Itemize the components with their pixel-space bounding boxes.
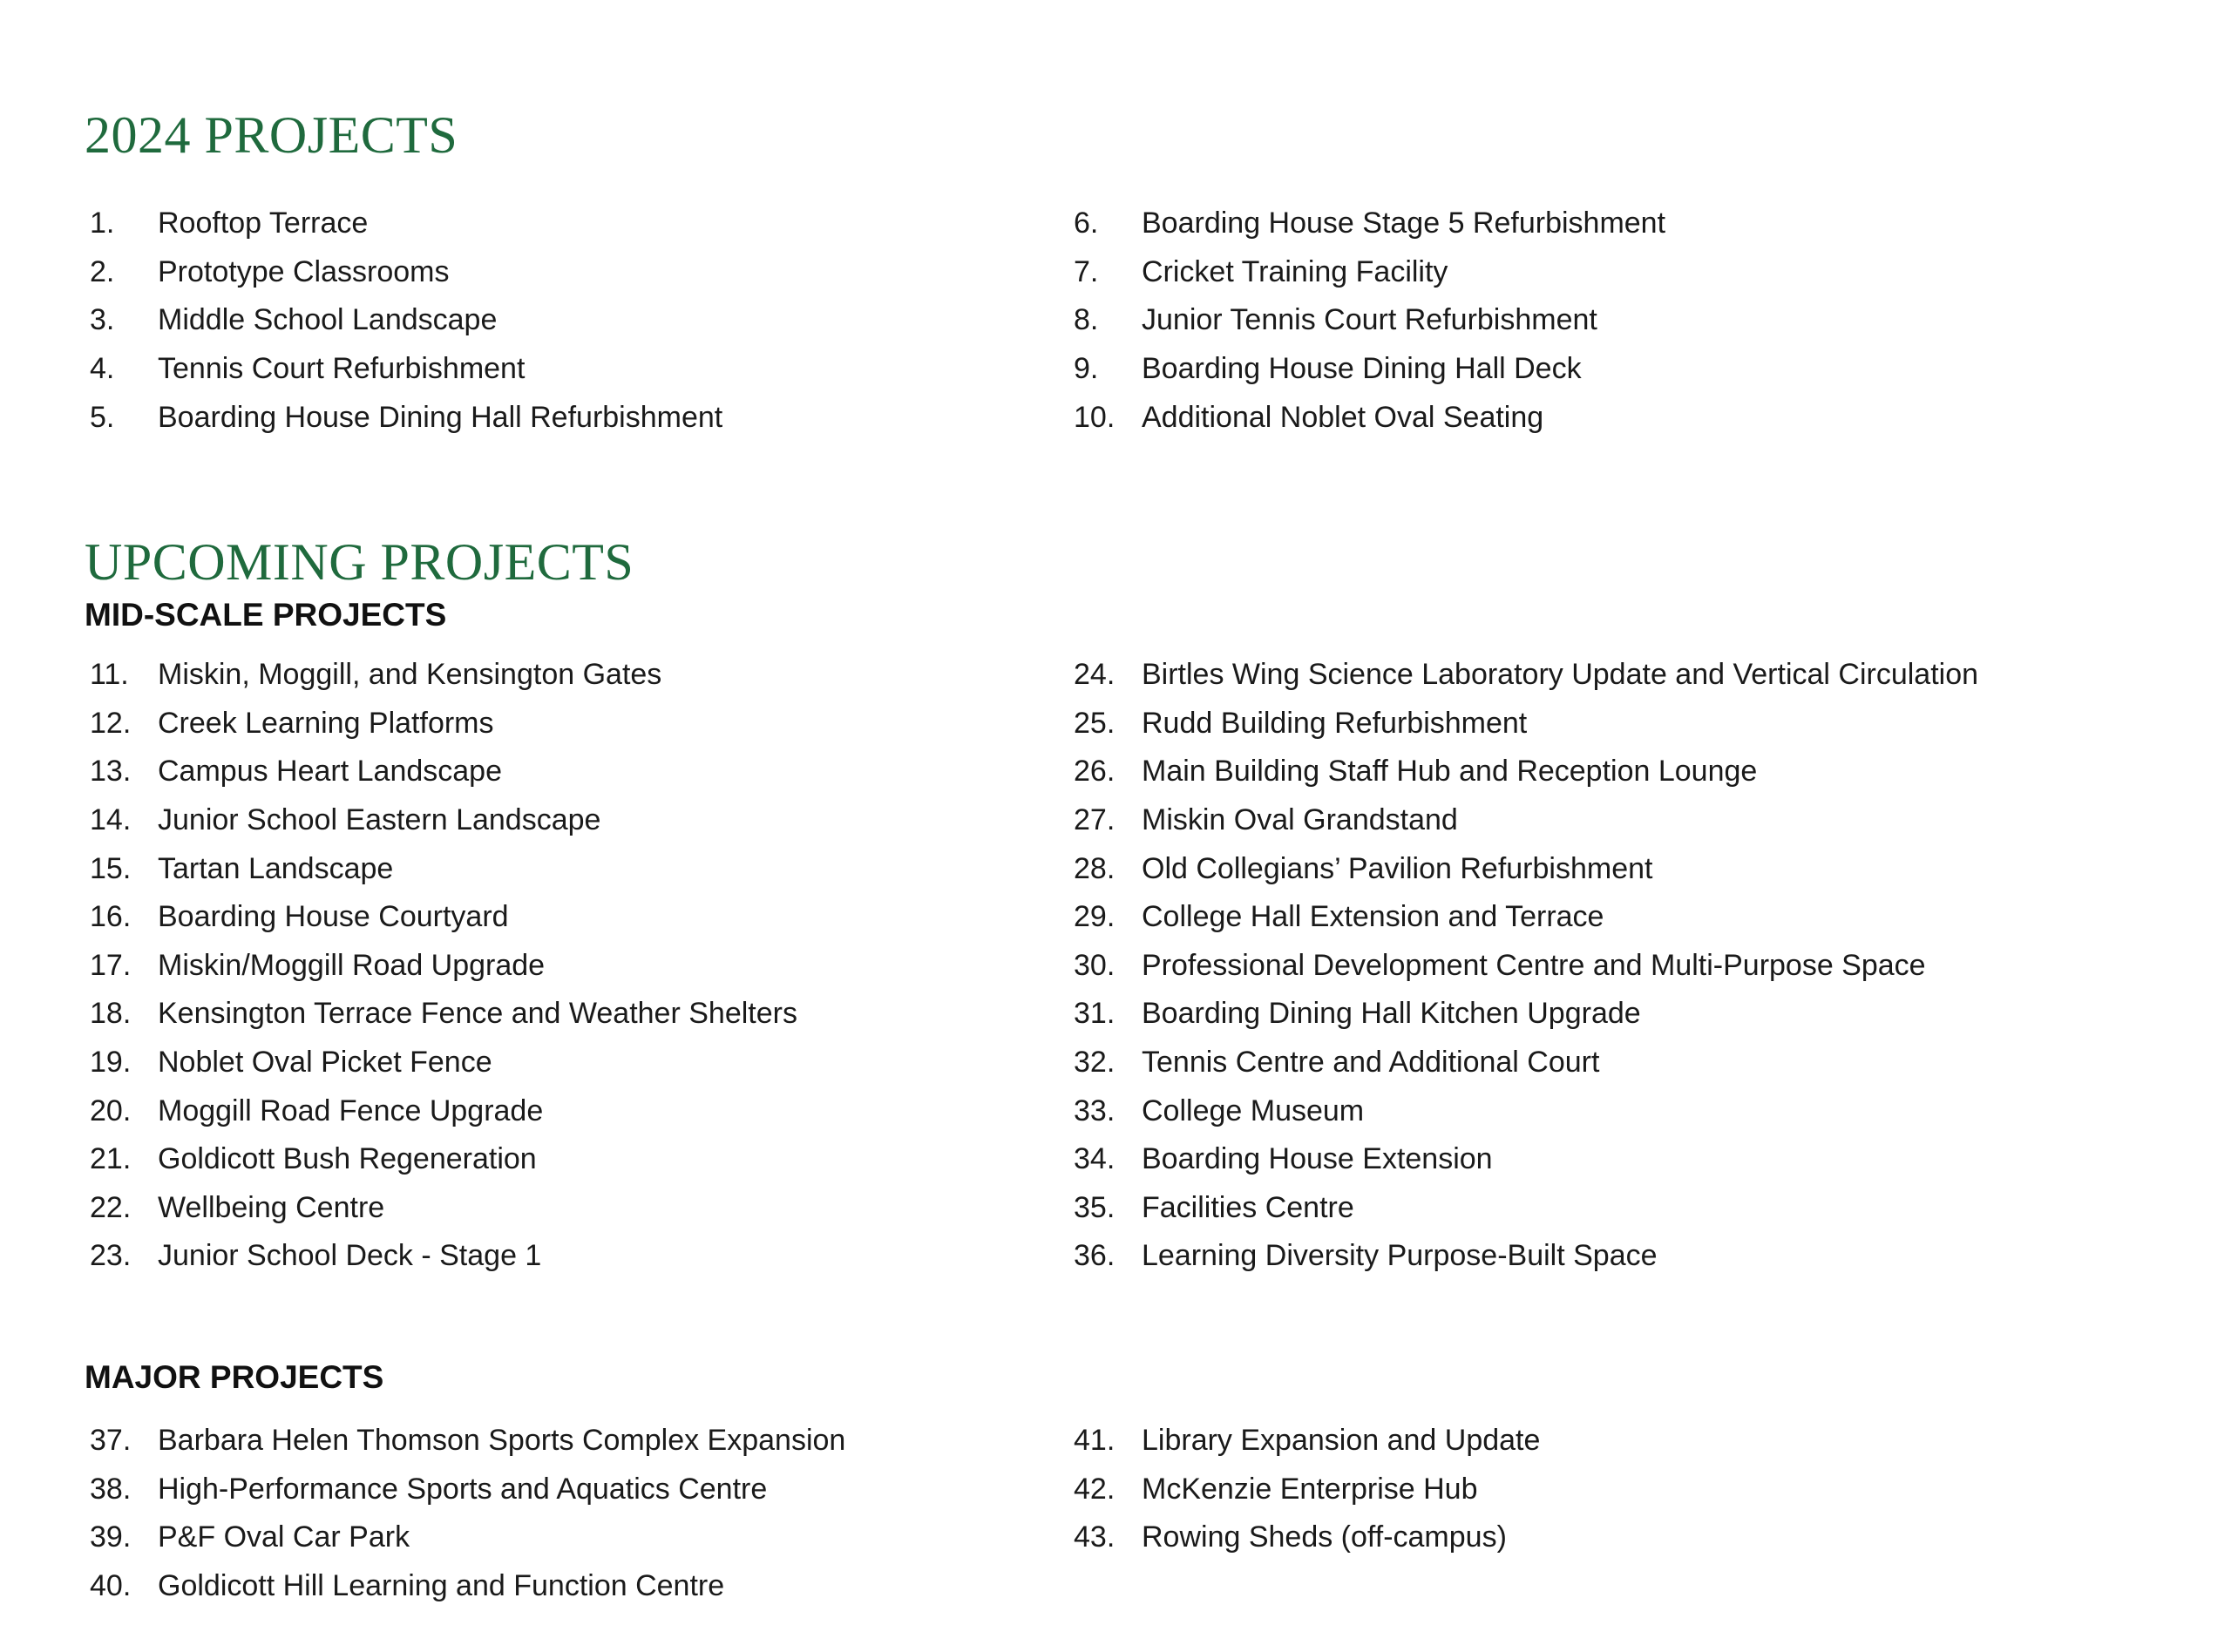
list-item-label: Miskin, Moggill, and Kensington Gates bbox=[158, 658, 662, 692]
list-item-number: 8. bbox=[1074, 303, 1099, 337]
list-item-number: 38. bbox=[90, 1472, 132, 1506]
list-item bbox=[85, 1184, 797, 1233]
list-item bbox=[85, 296, 722, 345]
list-item-label: Campus Heart Landscape bbox=[158, 755, 503, 789]
list-major-right bbox=[1068, 1417, 1540, 1562]
list-item-number: 20. bbox=[90, 1093, 132, 1127]
list-item-label: Boarding Dining Hall Kitchen Upgrade bbox=[1142, 997, 1641, 1031]
list-item bbox=[1068, 990, 1978, 1039]
list-item bbox=[1068, 1184, 1978, 1233]
list-item-number: 1. bbox=[90, 206, 115, 240]
list-item-label: Moggill Road Fence Upgrade bbox=[158, 1093, 544, 1127]
list-item-label: Creek Learning Platforms bbox=[158, 706, 494, 740]
list-item-number: 24. bbox=[1074, 658, 1116, 692]
list-item-number: 21. bbox=[90, 1142, 132, 1176]
list-item-number: 32. bbox=[1074, 1046, 1116, 1080]
list-item-number: 16. bbox=[90, 900, 132, 934]
list-item-number: 19. bbox=[90, 1046, 132, 1080]
list-item-label: Junior Tennis Court Refurbishment bbox=[1142, 303, 1597, 337]
list-item-number: 42. bbox=[1074, 1472, 1116, 1506]
list-item-label: College Museum bbox=[1142, 1093, 1365, 1127]
list-item bbox=[85, 748, 797, 796]
list-item-number: 2. bbox=[90, 254, 115, 288]
list-item-label: Learning Diversity Purpose-Built Space bbox=[1142, 1239, 1658, 1273]
list-item bbox=[1068, 200, 1665, 248]
list-major-left bbox=[85, 1417, 845, 1610]
list-item-number: 13. bbox=[90, 755, 132, 789]
list-item-number: 40. bbox=[90, 1569, 132, 1603]
list-item-label: Cricket Training Facility bbox=[1142, 254, 1448, 288]
subheading-mid-scale-projects: MID-SCALE PROJECTS bbox=[85, 597, 447, 633]
list-item-label: Boarding House Stage 5 Refurbishment bbox=[1142, 206, 1666, 240]
list-item-label: Tennis Court Refurbishment bbox=[158, 352, 526, 386]
list-item-number: 27. bbox=[1074, 803, 1116, 837]
list-item-number: 18. bbox=[90, 997, 132, 1031]
list-item-number: 34. bbox=[1074, 1142, 1116, 1176]
section-title-2024-projects: 2024 PROJECTS bbox=[85, 106, 458, 164]
list-item-label: Library Expansion and Update bbox=[1142, 1424, 1541, 1458]
list-item-label: Barbara Helen Thomson Sports Complex Expansion bbox=[158, 1424, 846, 1458]
list-2024-right bbox=[1068, 200, 1665, 442]
list-item bbox=[85, 844, 797, 893]
list-item-number: 22. bbox=[90, 1190, 132, 1224]
list-item bbox=[85, 200, 722, 248]
list-item-label: Old Collegians’ Pavilion Refurbishment bbox=[1142, 851, 1653, 885]
list-item-label: Main Building Staff Hub and Reception Lounge bbox=[1142, 755, 1758, 789]
list-item bbox=[1068, 651, 1978, 700]
list-item-number: 31. bbox=[1074, 997, 1116, 1031]
list-item bbox=[85, 893, 797, 942]
list-item-label: Tennis Centre and Additional Court bbox=[1142, 1046, 1600, 1080]
list-item bbox=[1068, 1039, 1978, 1087]
list-item-label: Boarding House Courtyard bbox=[158, 900, 509, 934]
list-item-label: Junior School Eastern Landscape bbox=[158, 803, 601, 837]
list-item bbox=[1068, 1417, 1540, 1466]
list-item bbox=[85, 345, 722, 394]
list-item-number: 15. bbox=[90, 851, 132, 885]
list-item-number: 29. bbox=[1074, 900, 1116, 934]
list-item bbox=[85, 1466, 845, 1514]
list-item-label: Prototype Classrooms bbox=[158, 254, 450, 288]
list-item-number: 4. bbox=[90, 352, 115, 386]
list-item-label: Miskin Oval Grandstand bbox=[1142, 803, 1458, 837]
list-item bbox=[85, 990, 797, 1039]
list-item bbox=[85, 942, 797, 991]
list-item-number: 26. bbox=[1074, 755, 1116, 789]
list-item-number: 41. bbox=[1074, 1424, 1116, 1458]
list-item-number: 7. bbox=[1074, 254, 1099, 288]
list-item-label: Miskin/Moggill Road Upgrade bbox=[158, 948, 546, 982]
list-item bbox=[85, 651, 797, 700]
list-item-number: 10. bbox=[1074, 400, 1116, 434]
list-item-label: Kensington Terrace Fence and Weather Shelters bbox=[158, 997, 797, 1031]
list-item-label: Tartan Landscape bbox=[158, 851, 394, 885]
list-item bbox=[1068, 844, 1978, 893]
list-item-label: Middle School Landscape bbox=[158, 303, 498, 337]
list-item bbox=[1068, 1513, 1540, 1562]
list-item-label: McKenzie Enterprise Hub bbox=[1142, 1472, 1478, 1506]
list-item bbox=[1068, 1087, 1978, 1135]
list-item-label: Rowing Sheds (off-campus) bbox=[1142, 1520, 1507, 1554]
list-item-number: 6. bbox=[1074, 206, 1099, 240]
list-item bbox=[1068, 1135, 1978, 1184]
list-item-number: 12. bbox=[90, 706, 132, 740]
list-item-number: 14. bbox=[90, 803, 132, 837]
list-item-label: Goldicott Hill Learning and Function Centre bbox=[158, 1569, 725, 1603]
list-item-number: 28. bbox=[1074, 851, 1116, 885]
list-mid-scale-left bbox=[85, 651, 797, 1281]
list-item-label: Rudd Building Refurbishment bbox=[1142, 706, 1528, 740]
list-mid-scale-right bbox=[1068, 651, 1978, 1281]
list-item bbox=[1068, 1232, 1978, 1281]
list-item bbox=[85, 248, 722, 297]
list-item bbox=[1068, 796, 1978, 845]
list-item bbox=[1068, 345, 1665, 394]
list-item-number: 36. bbox=[1074, 1239, 1116, 1273]
list-item bbox=[1068, 248, 1665, 297]
list-item bbox=[1068, 942, 1978, 991]
list-item-label: Facilities Centre bbox=[1142, 1190, 1354, 1224]
list-item-number: 3. bbox=[90, 303, 115, 337]
list-item-number: 37. bbox=[90, 1424, 132, 1458]
list-item bbox=[1068, 1466, 1540, 1514]
list-2024-left bbox=[85, 200, 722, 442]
list-item-number: 35. bbox=[1074, 1190, 1116, 1224]
list-item bbox=[85, 1562, 845, 1611]
list-item-label: Rooftop Terrace bbox=[158, 206, 369, 240]
subheading-major-projects: MAJOR PROJECTS bbox=[85, 1359, 384, 1395]
list-item-label: Wellbeing Centre bbox=[158, 1190, 385, 1224]
list-item bbox=[85, 1039, 797, 1087]
list-item-label: P&F Oval Car Park bbox=[158, 1520, 410, 1554]
list-item-label: Professional Development Centre and Multi-Purpose Space bbox=[1142, 948, 1926, 982]
list-item-label: Noblet Oval Picket Fence bbox=[158, 1046, 492, 1080]
list-item-number: 39. bbox=[90, 1520, 132, 1554]
list-item-number: 11. bbox=[90, 658, 129, 692]
list-item-label: Additional Noblet Oval Seating bbox=[1142, 400, 1544, 434]
list-item bbox=[85, 700, 797, 748]
list-item bbox=[1068, 748, 1978, 796]
list-item-label: Goldicott Bush Regeneration bbox=[158, 1142, 537, 1176]
list-item-number: 30. bbox=[1074, 948, 1116, 982]
list-item bbox=[85, 1135, 797, 1184]
list-item-number: 25. bbox=[1074, 706, 1116, 740]
list-item bbox=[85, 393, 722, 442]
list-item bbox=[1068, 700, 1978, 748]
list-item-number: 17. bbox=[90, 948, 132, 982]
list-item bbox=[1068, 296, 1665, 345]
list-item-label: College Hall Extension and Terrace bbox=[1142, 900, 1604, 934]
list-item bbox=[85, 1087, 797, 1135]
section-title-upcoming-projects: UPCOMING PROJECTS bbox=[85, 533, 634, 591]
list-item bbox=[1068, 893, 1978, 942]
list-item-label: Boarding House Extension bbox=[1142, 1142, 1493, 1176]
list-item-label: High-Performance Sports and Aquatics Centre bbox=[158, 1472, 768, 1506]
list-item-number: 43. bbox=[1074, 1520, 1116, 1554]
list-item-label: Boarding House Dining Hall Deck bbox=[1142, 352, 1582, 386]
list-item-label: Boarding House Dining Hall Refurbishment bbox=[158, 400, 723, 434]
list-item-number: 33. bbox=[1074, 1093, 1116, 1127]
list-item bbox=[85, 1513, 845, 1562]
list-item bbox=[85, 1232, 797, 1281]
list-item-label: Junior School Deck - Stage 1 bbox=[158, 1239, 542, 1273]
list-item-number: 23. bbox=[90, 1239, 132, 1273]
list-item-number: 5. bbox=[90, 400, 115, 434]
list-item-number: 9. bbox=[1074, 352, 1099, 386]
list-item bbox=[85, 796, 797, 845]
list-item bbox=[1068, 393, 1665, 442]
list-item bbox=[85, 1417, 845, 1466]
list-item-label: Birtles Wing Science Laboratory Update and Vertical Circulation bbox=[1142, 658, 1979, 692]
